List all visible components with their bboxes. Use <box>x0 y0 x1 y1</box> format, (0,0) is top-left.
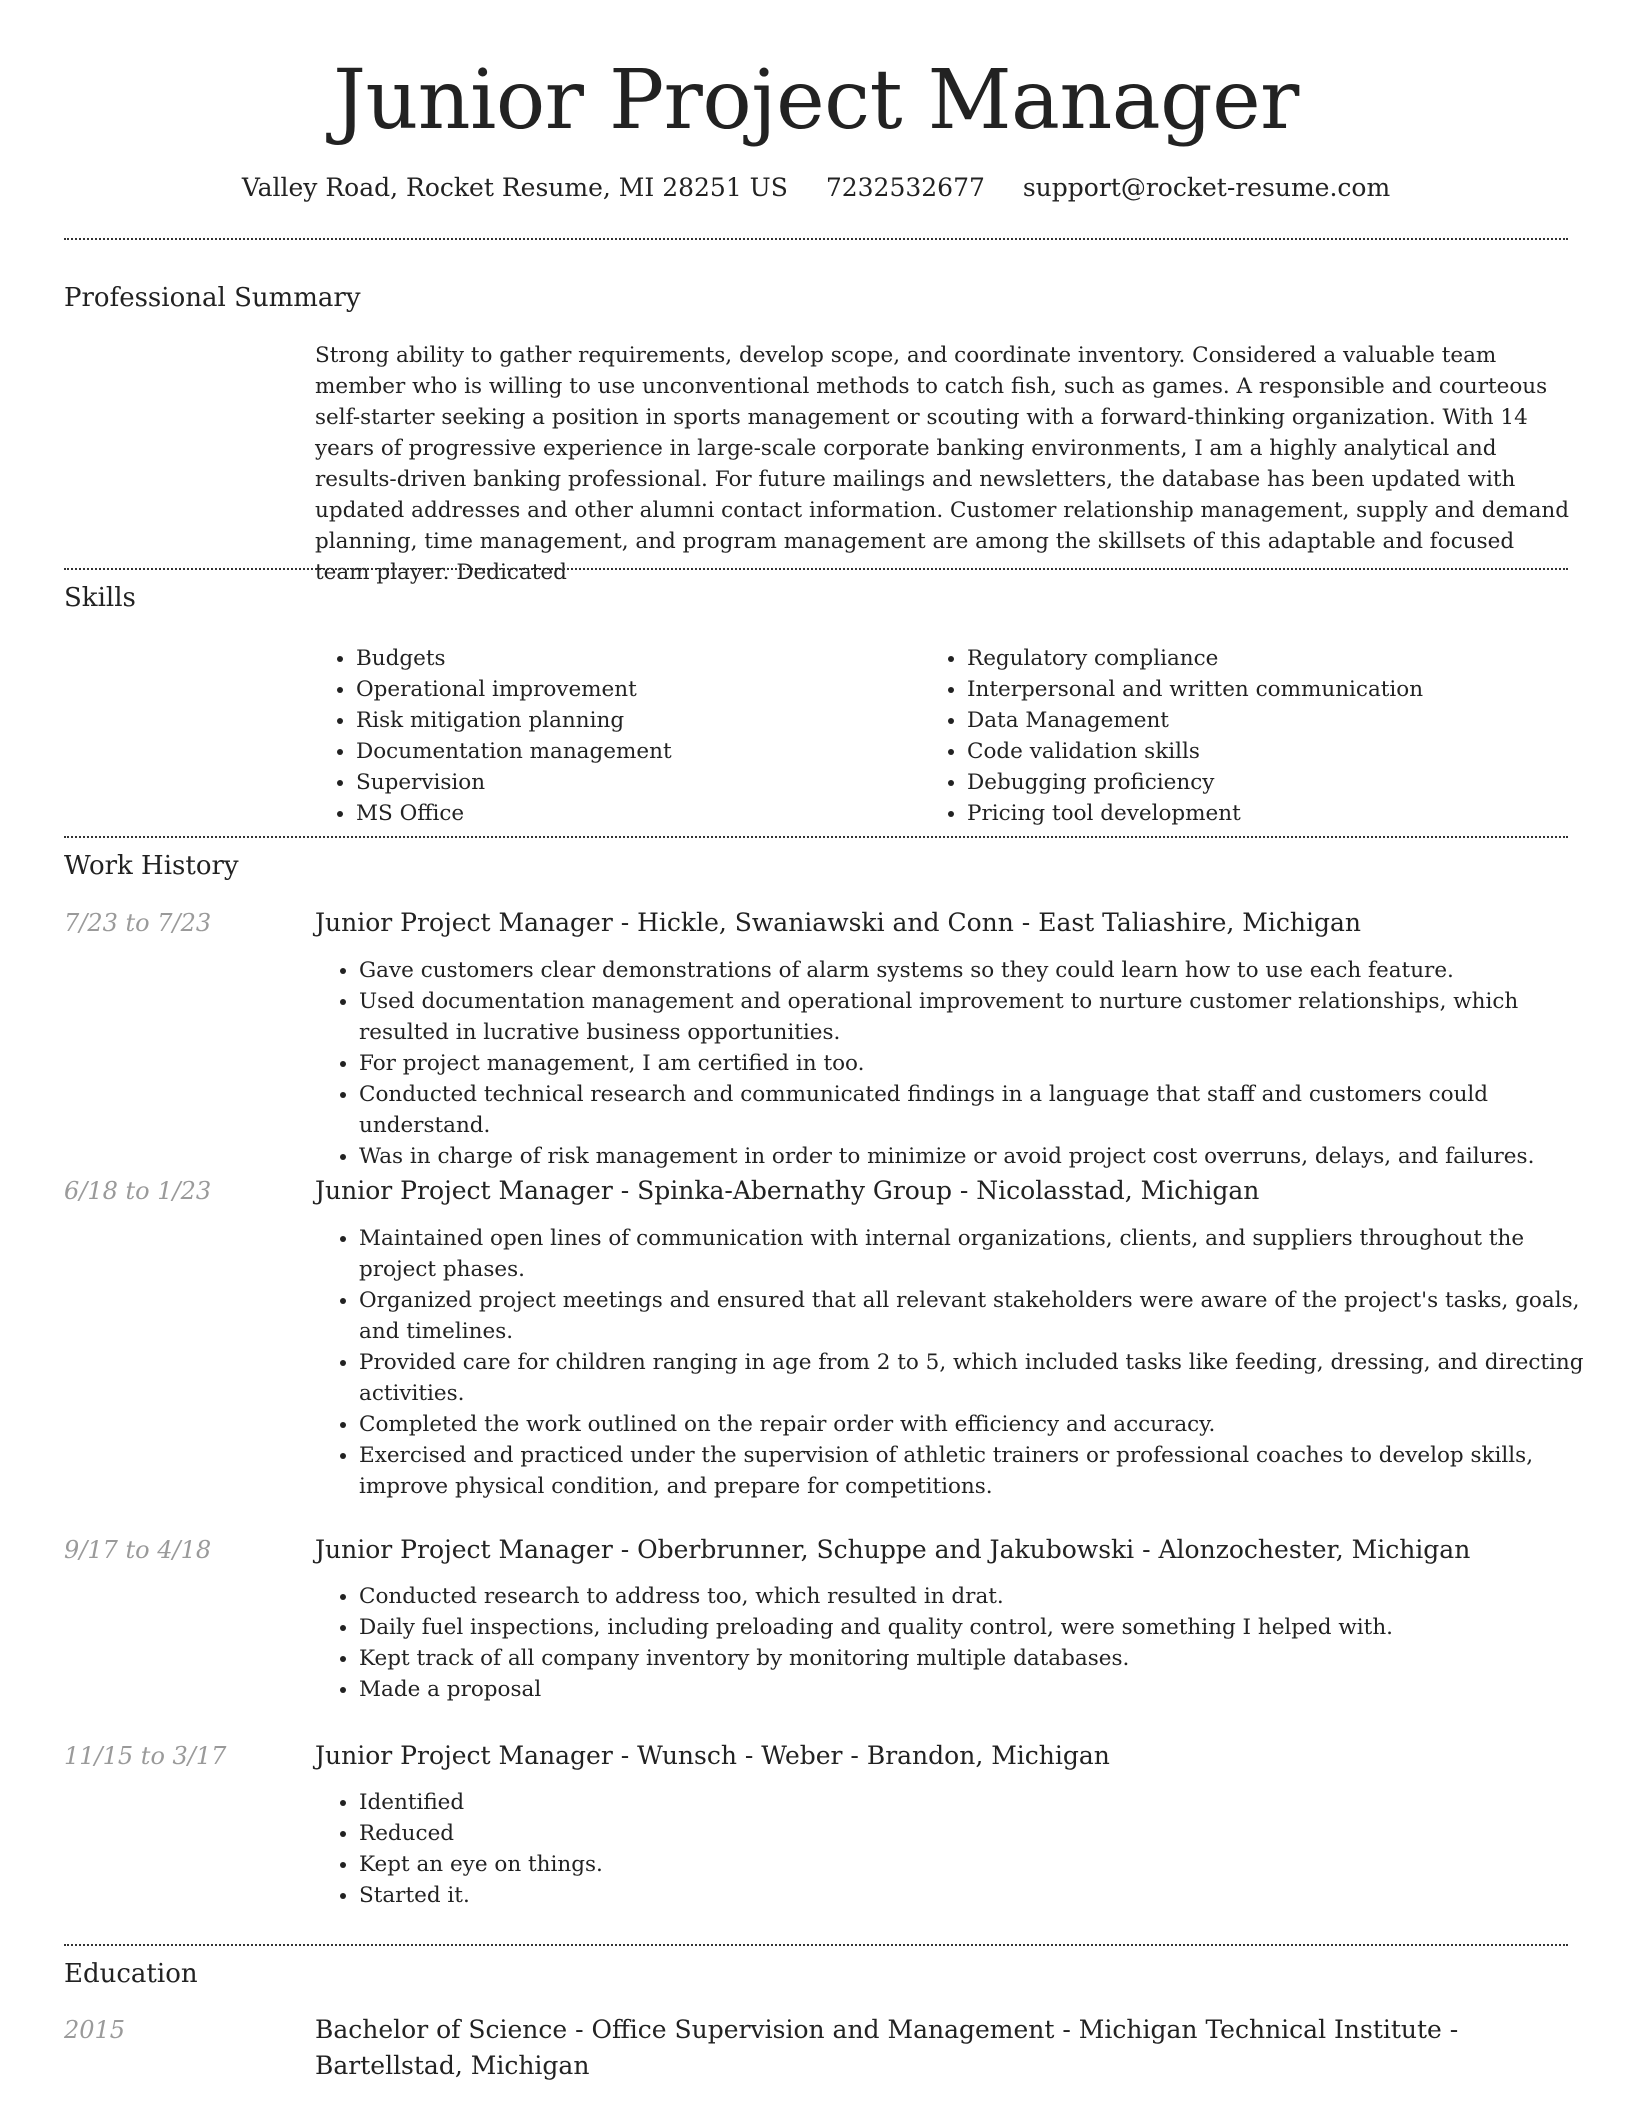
job-bullet: • Completed the work outlined on the repair order with efficiency and accuracy. <box>359 1409 1599 1440</box>
work-heading: Work History <box>64 851 239 881</box>
job-bullet: • Conducted research to address too, which resulted in drat. <box>359 1581 1599 1612</box>
resume-title: Junior Project Manager <box>333 53 1299 148</box>
section-divider <box>64 568 1568 570</box>
job-title: Junior Project Manager - Hickle, Swaniawski and Conn - East Taliashire, Michigan <box>315 908 1361 937</box>
summary-text: Strong ability to gather requirements, develop scope, and coordinate inventory. Considered a valuable team member who is willing to use unconventional methods to catch fish, such as games. A responsible and courteous self-starter seeking a position in sports management or scouting with a forward-thinking organization. With 14 years of progressive experience in large-scale corporate banking environments, I am a highly analytical and results-driven banking professional. For future mailings and newsletters, the database has been updated with updated addresses and other alumni contact information. Customer relationship management, supply and demand planning, time management, and program management are among the skillsets of this adaptable and focused team player. Dedicated <box>315 343 1570 585</box>
job-title: Junior Project Manager - Wunsch - Weber - Brandon, Michigan <box>315 1741 1110 1770</box>
job-dates: 11/15 to 3/17 <box>64 1742 227 1770</box>
skill-item: • MS Office <box>356 798 672 829</box>
job-bullet: • For project management, I am certified in too. <box>359 1048 1599 1079</box>
contact-line <box>0 170 1632 206</box>
section-divider <box>64 1944 1568 1946</box>
skill-item: • Pricing tool development <box>967 798 1423 829</box>
job-bullet: • Used documentation management and operational improvement to nurture customer relationships, which resulted in lucrative business opportunities. <box>359 986 1599 1048</box>
education-year: 2015 <box>64 2016 126 2044</box>
skill-item: • Budgets <box>356 643 672 674</box>
job-bullet: • Organized project meetings and ensured that all relevant stakeholders were aware of the project's tasks, goals, and timelines. <box>359 1285 1599 1347</box>
job-bullet: • Provided care for children ranging in age from 2 to 5, which included tasks like feeding, dressing, and directing activities. <box>359 1347 1599 1409</box>
summary-heading: Professional Summary <box>64 283 361 313</box>
job-bullets <box>315 1223 1599 1502</box>
job-bullet: • Kept an eye on things. <box>359 1849 1599 1880</box>
job-dates: 9/17 to 4/18 <box>64 1536 212 1564</box>
skills-list-left <box>312 643 672 829</box>
job-bullet: • Made a proposal <box>359 1674 1599 1705</box>
skill-item: • Operational improvement <box>356 674 672 705</box>
education-heading: Education <box>64 1959 198 1989</box>
skill-item: • Documentation management <box>356 736 672 767</box>
job-bullet: • Kept track of all company inventory by monitoring multiple databases. <box>359 1643 1599 1674</box>
skill-item: • Supervision <box>356 767 672 798</box>
job-dates: 6/18 to 1/23 <box>64 1177 212 1205</box>
job-bullet: • Conducted technical research and communicated findings in a language that staff and customers could understand. <box>359 1079 1599 1141</box>
job-bullets <box>315 955 1599 1172</box>
skills-list-right <box>923 643 1423 829</box>
education-title: Bachelor of Science - Office Supervision and Management - Michigan Technical Institute - Bartellstad, Michigan <box>315 2015 1459 2080</box>
job-bullets <box>315 1787 1599 1911</box>
skill-item: • Risk mitigation planning <box>356 705 672 736</box>
section-divider <box>64 836 1568 838</box>
contact-email: support@rocket-resume.com <box>1022 173 1391 202</box>
skill-item: • Debugging proficiency <box>967 767 1423 798</box>
skill-item: • Interpersonal and written communication <box>967 674 1423 705</box>
job-bullet: • Maintained open lines of communication with internal organizations, clients, and suppliers throughout the project phases. <box>359 1223 1599 1285</box>
contact-phone: 7232532677 <box>825 173 985 202</box>
skill-item: • Data Management <box>967 705 1423 736</box>
job-bullet: • Was in charge of risk management in order to minimize or avoid project cost overruns, delays, and failures. <box>359 1141 1599 1172</box>
job-bullet: • Started it. <box>359 1880 1599 1911</box>
skills-heading: Skills <box>64 583 136 613</box>
skill-item: • Code validation skills <box>967 736 1423 767</box>
job-title: Junior Project Manager - Spinka-Abernathy Group - Nicolasstad, Michigan <box>315 1176 1260 1205</box>
job-bullet: • Daily fuel inspections, including preloading and quality control, were something I helped with. <box>359 1612 1599 1643</box>
skill-item: • Regulatory compliance <box>967 643 1423 674</box>
job-bullet: • Gave customers clear demonstrations of alarm systems so they could learn how to use each feature. <box>359 955 1599 986</box>
job-bullet: • Exercised and practiced under the supervision of athletic trainers or professional coaches to develop skills, improve physical condition, and prepare for competitions. <box>359 1440 1599 1502</box>
job-title: Junior Project Manager - Oberbrunner, Schuppe and Jakubowski - Alonzochester, Michigan <box>315 1535 1471 1564</box>
job-dates: 7/23 to 7/23 <box>64 909 212 937</box>
job-bullet: • Reduced <box>359 1818 1599 1849</box>
section-divider <box>64 238 1568 240</box>
contact-address: Valley Road, Rocket Resume, MI 28251 US <box>241 173 788 202</box>
job-bullet: • Identified <box>359 1787 1599 1818</box>
job-bullets <box>315 1581 1599 1705</box>
